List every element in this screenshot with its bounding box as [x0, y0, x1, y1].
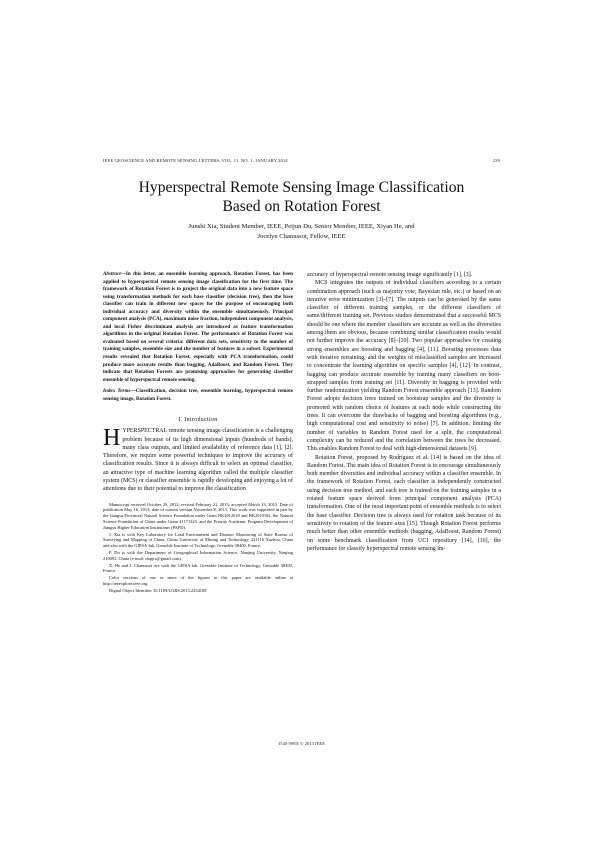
copyright-footer: 1545-598X © 2013 IEEE: [278, 741, 325, 746]
footnote-author-xia: J. Xia is with Key Laboratory for Land Environment and Disaster Monitoring of State Bureau of Surveying and Mapping of China, China University of Mining and Technology, 221116 Xuzhou, China and also with the GIPSA-lab, Grenoble Institute of Technology, Grenoble 38400, France.: [103, 531, 293, 549]
authors-line-1: Junshi Xia, Student Member, IEEE, Peijun Du, Senior Member, IEEE, Xiyan He, and: [188, 223, 415, 230]
title-line-2: Based on Rotation Forest: [222, 198, 381, 215]
authors-line-2: Jocelyn Chanussot, Fellow, IEEE: [257, 233, 346, 240]
index-terms-text: —Classification, decision tree, ensemble learning, hyperspectral remote sensing image, Rotation Forest.: [103, 388, 293, 402]
intro-paragraph: [103, 427, 293, 493]
abstract-text: —In this letter, an ensemble learning approach, Rotation Forest, has been applied to hyperspectral remote sensing image classification for the first time. The framework of Rotation Forest is to project the original data into a new feature space using transformation methods for each base classifier (decision tree), then the base classifier can train in different new spaces for the purpose of encouraging both individual accuracy and diversity within the ensemble simultaneously. Principal component analysis (PCA), maximum noise fraction, independent component analysis, and local Fisher discriminant analysis are introduced as feature transformation algorithms in the original Rotation Forest. The performance of Rotation Forest was evaluated based on several criteria: different data sets, sensitivity to the number of training samples, ensemble size and the number of features in a subset. Experimental results revealed that Rotation Forest, especially with PCA transformation, could produce more accurate results than bagging, AdaBoost, and Random Forest. They indicate that Rotation Forests are promising approaches for generating classifier ensemble of hyperspectral remote sensing.: [103, 271, 293, 383]
left-column: [103, 271, 293, 595]
abstract: [103, 271, 293, 384]
paper-title: [103, 178, 500, 216]
footnote-manuscript: Manuscript received October 29, 2012; revised February 21, 2013; accepted March 13, 2013. Date of publication May 16, 2013; date of current version November 8, 2013. This work was supported in part by the Jiangsu Provincial Natural Science Foundation under Grant BK2012018 and BK2010182, the Natural Science Foundation of China under Grant 41171323, and the Priority Academic Program Development of Jiangsu Higher Education Institutions (PAPD).: [103, 501, 293, 530]
footnote-author-du: P. Du is with the Department of Geographical Information Science, Nanjing University, Nanjing 210093, China (e-mail: dupjrs@gmail.com).: [103, 550, 293, 561]
right-column: [307, 271, 501, 553]
section-heading-introduction: I. Introduction: [178, 417, 218, 424]
body-paragraph-1: accuracy of hyperspectral remote sensing image significantly [1], [3].: [307, 272, 473, 278]
author-list: [103, 222, 500, 242]
index-terms-label: Index Terms: [103, 388, 131, 395]
footnote-authors-he-chanussot: X. He and J. Chanussot are with the GIPSA-lab, Grenoble Institute of Technology, Grenoble 38400, France.: [103, 562, 293, 574]
footnote-color-versions: Color versions of one or more of the figures in this paper are available online at http://ieeexplore.ieee.org.: [103, 575, 293, 587]
page-number: 239: [492, 158, 500, 163]
index-terms: [103, 388, 293, 403]
abstract-label: Abstract: [103, 271, 121, 277]
intro-lead-word: YPERSPECTRAL: [122, 428, 167, 435]
drop-cap: H: [103, 425, 121, 452]
journal-citation: IEEE GEOSCIENCE AND REMOTE SENSING LETTERS, VOL. 11, NO. 1, JANUARY 2014: [103, 158, 288, 163]
body-paragraph-3: Rotation Forest, proposed by Rodríguez et al. [14] is based on the idea of Random Forest. The main idea of Rotation Forest is to encourage simultaneously both member diversities and individual accuracy within a classifier ensemble. In the framework of Rotation Forest, each classifier is independently constructed using decision tree method, and each tree is trained on the training samples in a rotated feature space derived from principal component analysis (PCA) transformation. One of the most important point of ensemble methods is to select the base classifier. Decision tree is always used for rotation task because of its sensitivity to rotation of the feature axes [15]. Though Rotation Forest performs much better than other ensemble methods (bagging, AdaBoost, Random Forest) on some benchmark classification from UCI repository [14], [16], the performance for classify hyperspectral remote sensing im-: [307, 454, 501, 552]
title-line-1: Hyperspectral Remote Sensing Image Classification: [138, 179, 465, 196]
body-paragraph-2: MCS integrates the outputs of individual classifiers according to a certain combination approach (such as majority vote, Bayesian rule, etc.) or based on an iterative error minimization [3]–[7]. The outputs can be generated by the same classifier of different training samples, or the different classifiers of same/different training set. Previous studies demonstrated that a successful MCS should be one where the member classifiers are accurate as well as the diversities among them are obvious, because combining similar classification results would not further improve the accuracy [8]–[10]. Two popular approaches for creating strong ensembles are boosting and bagging [4], [11]. Boosting processes data with iterative retraining, and the weights of misclassified samples are increased to concentrate the learning algorithm on specific samples [4], [12]. In contrast, bagging can produce accurate ensemble by training many classifiers on boot-strapped samples from training set [11]. Diversity in bagging is provided with further randomization yielding Random Forest ensemble approach [13]. Random Forest adopts decision trees trained on bootstrap samples and the diversity is promoted with random choice of features at each node while constructing the trees. It can overcome the drawbacks of bagging and boosting algorithms (e.g., high computational cost and sensitivity to noise) [7]. In addition, limiting the number of variables in Random Forest used for a split, the computational complexity can be reduced and the correlation between the trees be decreased. This enables Random Forest to deal with high-dimensional datasets [9].: [307, 280, 501, 453]
intro-text: remote sensing image classification is a challenging problem because of its high dimensional inputs (hundreds of bands), many class outputs, and limited availability of reference data [1], [2]. Therefore, we require some powerful techniques to improve the accuracy of classification results. Since it is always difficult to select an optimal classifier, an attractive type of machine learning algorithm called the multiple classifier system (MCS) or classifier ensemble is rapidly developing and enjoying a lot of attentions due to their potential to improve the classification: [103, 428, 293, 493]
footnotes: [103, 502, 293, 594]
footnote-doi: Digital Object Identifier 10.1109/LGRS.2013.2254108: [109, 587, 207, 593]
